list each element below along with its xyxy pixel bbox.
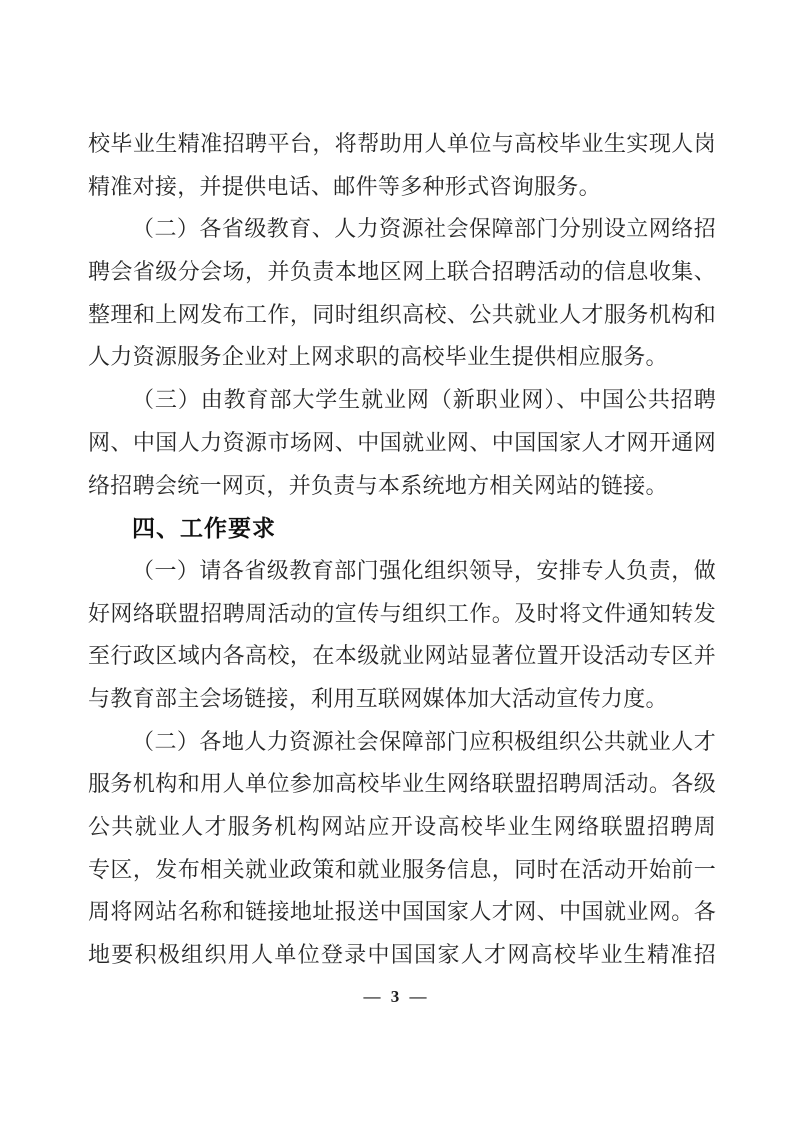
text-line: 整理和上网发布工作，同时组织高校、公共就业人才服务机构和 (88, 301, 716, 327)
page-footer (0, 985, 793, 1009)
text-line: 与教育部主会场链接，利用互联网媒体加大活动宣传力度。 (88, 685, 668, 711)
document-body (88, 123, 716, 977)
text-line: 好网络联盟招聘周活动的宣传与组织工作。及时将文件通知转发 (88, 600, 716, 626)
text-line: 络招聘会统一网页，并负责与本系统地方相关网站的链接。 (88, 472, 668, 498)
text-line: 专区，发布相关就业政策和就业服务信息，同时在活动开始前一 (88, 856, 716, 882)
text-line: 聘会省级分会场，并负责本地区网上联合招聘活动的信息收集、 (88, 259, 716, 285)
text-line: 网、中国人力资源市场网、中国就业网、中国国家人才网开通网 (88, 429, 716, 455)
text-line: （二）各省级教育、人力资源社会保障部门分别设立网络招 (132, 216, 716, 242)
text-line: 公共就业人才服务机构网站应开设高校毕业生网络联盟招聘周 (88, 814, 716, 839)
text-line: 至行政区域内各高校，在本级就业网站显著位置开设活动专区并 (88, 643, 716, 669)
text-line: （三）由教育部大学生就业网（新职业网）、中国公共招聘 (132, 387, 716, 413)
text-line: 人力资源服务企业对上网求职的高校毕业生提供相应服务。 (88, 344, 668, 370)
text-line: 精准对接，并提供电话、邮件等多种形式咨询服务。 (88, 173, 601, 199)
text-line: 服务机构和用人单位参加高校毕业生网络联盟招聘周活动。各级 (88, 771, 716, 797)
text-line: 周将网站名称和链接地址报送中国国家人才网、中国就业网。各 (88, 899, 716, 925)
text-line: （一）请各省级教育部门强化组织领导，安排专人负责，做 (132, 557, 716, 583)
page-number: — 3 — (363, 987, 430, 1006)
text-line: 地要积极组织用人单位登录中国国家人才网高校毕业生精准招 (88, 942, 716, 968)
text-line: （二）各地人力资源社会保障部门应积极组织公共就业人才 (132, 728, 716, 754)
text-line: 校毕业生精准招聘平台，将帮助用人单位与高校毕业生实现人岗 (88, 131, 716, 156)
section-heading: 四、工作要求 (132, 515, 276, 542)
